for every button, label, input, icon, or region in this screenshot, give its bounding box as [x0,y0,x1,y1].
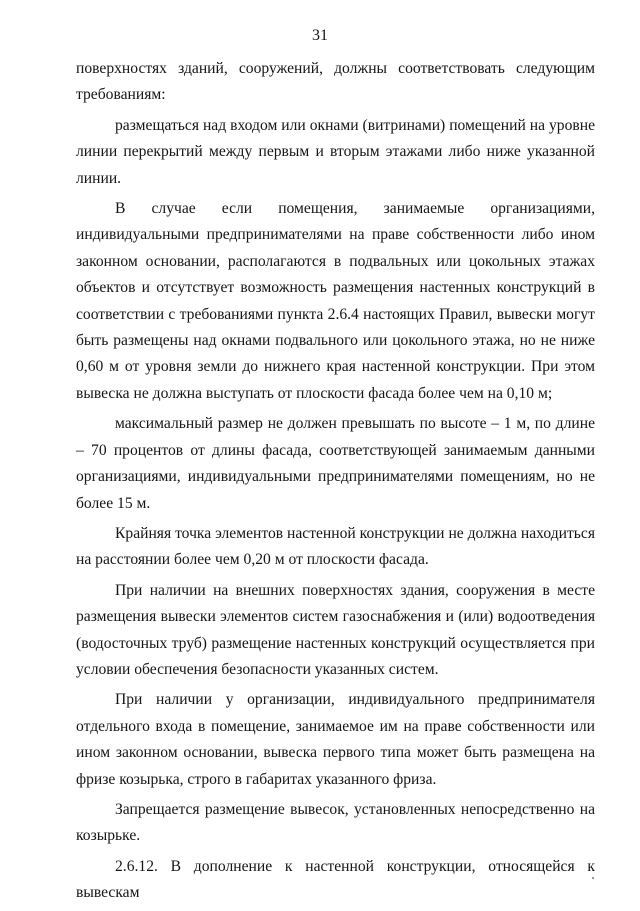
paragraph: Запрещается размещение вывесок, установленных непосредственно на козырьке. [76,800,595,845]
paragraph: В случае если помещения, занимаемые организациями, индивидуальными предпринимателями на праве собственности либо ином законном основании, располагаются в подвальных или цокольных этажах объектов и отсутствует возможность размещения настенных конструкций в соответствии с требованиями пункта 2.6.4 настоящих Правил, вывески могут быть размещены над окнами подвального или цокольного этажа, но не ниже 0,60 м от уровня земли до нижнего края настенной конструкции. При этом вывеска не должна выступать от плоскости фасада более чем на 0,10 м; [76,200,595,402]
paragraph: максимальный размер не должен превышать по высоте – 1 м, по длине – 70 процентов от длины фасада, соответствующей занимаемым данными организациями, индивидуальными предпринимателями помещениям, но не более 15 м. [76,415,595,512]
scan-speck [592,877,594,879]
paragraph-continuation: поверхностях зданий, сооружений, должны соответствовать следующим требованиям: [76,60,595,104]
paragraph: Крайняя точка элементов настенной конструкции не должна находиться на расстоянии более чем 0,20 м от плоскости фасада. [76,524,595,569]
paragraph: размещаться над входом или окнами (витринами) помещений на уровне линии перекрытий между первым и вторым этажами либо ниже указанной линии. [76,116,595,187]
paragraph: При наличии на внешних поверхностях здания, сооружения в месте размещения вывески элементов систем газоснабжения и (или) водоотведения (водосточных труб) размещение настенных конструкций осуществляется при условии обеспечения безопасности указанных систем. [76,581,595,678]
page-number: 31 [312,27,328,44]
paragraph-section-2-6-12: 2.6.12. В дополнение к настенной конструкции, относящейся к вывескам [76,857,595,902]
paragraph: При наличии у организации, индивидуального предпринимателя отдельного входа в помещение, занимаемое им на праве собственности или ином законном основании, вывеска первого типа может быть размещена на фризе козырька, строго в габаритах указанного фриза. [76,691,595,788]
document-body [76,56,595,911]
